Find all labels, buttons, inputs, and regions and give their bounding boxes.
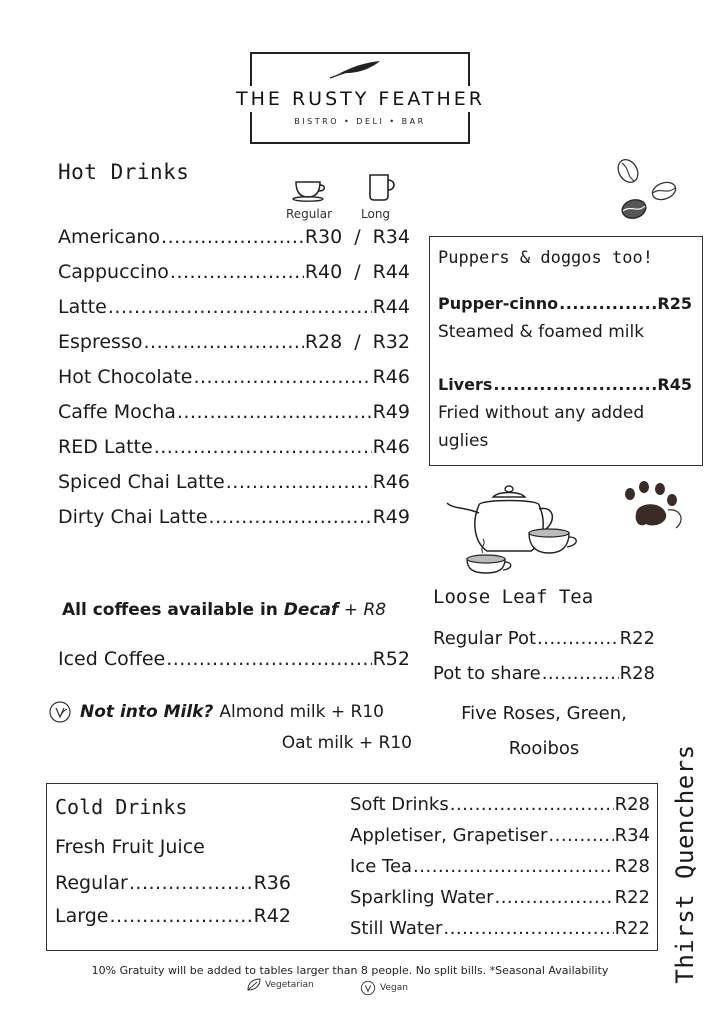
item-price-long: R44	[372, 261, 410, 283]
item-price-long: R32	[372, 331, 410, 353]
item-name: Iced Coffee	[58, 648, 166, 670]
size-label-long: Long	[361, 207, 391, 221]
item-price-long: R34	[372, 226, 410, 248]
item-price: R34	[614, 825, 650, 846]
item-price: R44	[372, 296, 410, 318]
milk-options	[48, 700, 384, 724]
footer-note: 10% Gratuity will be added to tables larger than 8 people. No split bills. *Seasonal Availability	[91, 964, 609, 977]
legend-vegetarian-label: Vegetarian	[265, 980, 314, 990]
oat-milk-option: Oat milk + R10	[281, 733, 412, 753]
item-price: R49	[372, 506, 410, 528]
item-price: R28	[304, 331, 343, 353]
menu-item	[438, 294, 692, 313]
menu-item	[58, 261, 410, 291]
menu-item	[350, 825, 650, 846]
price-separator: /	[354, 261, 361, 283]
menu-item	[58, 226, 410, 256]
thirst-quenchers-label: Thirst Quenchers	[671, 744, 699, 984]
item-name: Cappuccino	[58, 261, 169, 283]
coffee-beans-icon	[612, 155, 682, 225]
decaf-prefix: All coffees available in	[62, 600, 284, 620]
item-name: Livers	[438, 375, 493, 394]
item-price: R22	[619, 628, 655, 649]
menu-item	[55, 872, 291, 894]
menu-item	[350, 856, 650, 877]
item-name: Pot to share	[433, 663, 541, 684]
long-mug-icon	[366, 172, 398, 202]
item-description: Steamed & foamed milk	[438, 322, 645, 342]
item-price: R42	[253, 905, 291, 927]
item-price: R30	[304, 226, 343, 248]
menu-item	[58, 401, 410, 431]
item-name: Caffe Mocha	[58, 401, 176, 423]
item-price: R46	[372, 366, 410, 388]
regular-cup-icon	[292, 178, 330, 202]
legend-vegan	[360, 980, 408, 996]
price-separator: /	[354, 226, 361, 248]
vegan-icon	[360, 980, 376, 996]
item-name: Latte	[58, 296, 107, 318]
restaurant-subtitle: BISTRO • DELI • BAR	[294, 117, 426, 126]
item-name: Espresso	[58, 331, 143, 353]
menu-item	[350, 794, 650, 815]
item-price: R22	[614, 918, 650, 939]
milk-lead: Not into Milk?	[80, 702, 214, 722]
item-price: R28	[614, 794, 650, 815]
item-price: R45	[657, 375, 692, 394]
menu-item	[350, 887, 650, 908]
tea-title: Loose Leaf Tea	[433, 586, 594, 608]
item-name: Appletiser, Grapetiser	[350, 825, 548, 846]
menu-item	[58, 331, 410, 361]
menu-item	[58, 366, 410, 396]
legend-vegan-label: Vegan	[380, 983, 408, 993]
legend-vegetarian	[246, 978, 314, 992]
item-price: R36	[253, 872, 291, 894]
item-name: Regular	[55, 872, 128, 894]
menu-item	[438, 375, 692, 394]
item-name: Dirty Chai Latte	[58, 506, 208, 528]
vegan-icon	[48, 700, 72, 724]
decaf-note	[62, 600, 386, 620]
item-price: R22	[614, 887, 650, 908]
size-label-regular: Regular	[286, 207, 333, 221]
decaf-word: Decaf	[283, 600, 339, 620]
item-price: R40	[304, 261, 343, 283]
menu-item	[58, 506, 410, 536]
almond-milk-option: Almond milk + R10	[219, 702, 384, 722]
item-price: R52	[372, 648, 410, 670]
paw-print-icon	[622, 480, 688, 532]
item-name: Large	[55, 905, 109, 927]
item-name: Sparkling Water	[350, 887, 494, 908]
menu-item	[58, 296, 410, 326]
decaf-price: + R8	[338, 600, 387, 620]
item-name: Pupper-cinno	[438, 294, 559, 313]
menu-item	[433, 663, 655, 684]
item-price: R46	[372, 436, 410, 458]
item-price: R28	[619, 663, 655, 684]
item-name: Spiced Chai Latte	[58, 471, 225, 493]
hot-drinks-title: Hot Drinks	[58, 160, 190, 184]
menu-item	[350, 918, 650, 939]
menu-item	[58, 436, 410, 466]
menu-item	[58, 471, 410, 501]
item-price: R49	[372, 401, 410, 423]
item-price: R25	[657, 294, 692, 313]
price-separator: /	[354, 331, 361, 353]
menu-item	[433, 628, 655, 649]
item-name: Hot Chocolate	[58, 366, 193, 388]
puppers-title: Puppers & doggos too!	[438, 248, 653, 268]
vegetarian-icon	[246, 978, 262, 992]
tea-flavors: Five Roses, Green, Rooibos	[461, 703, 627, 759]
menu-item	[58, 648, 410, 670]
item-description: Fried without any added uglies	[438, 403, 645, 451]
item-name: Soft Drinks	[350, 794, 449, 815]
teapot-icon	[443, 483, 585, 575]
item-price: R46	[372, 471, 410, 493]
item-name: Americano	[58, 226, 161, 248]
cold-drinks-title: Cold Drinks	[55, 795, 188, 819]
restaurant-name: THE RUSTY FEATHER	[224, 86, 497, 112]
item-name: Ice Tea	[350, 856, 413, 877]
item-name: RED Latte	[58, 436, 153, 458]
feather-icon	[328, 58, 384, 80]
item-name: Still Water	[350, 918, 443, 939]
item-price: R28	[614, 856, 650, 877]
menu-item	[55, 905, 291, 927]
item-name: Regular Pot	[433, 628, 537, 649]
juice-heading: Fresh Fruit Juice	[55, 836, 205, 858]
